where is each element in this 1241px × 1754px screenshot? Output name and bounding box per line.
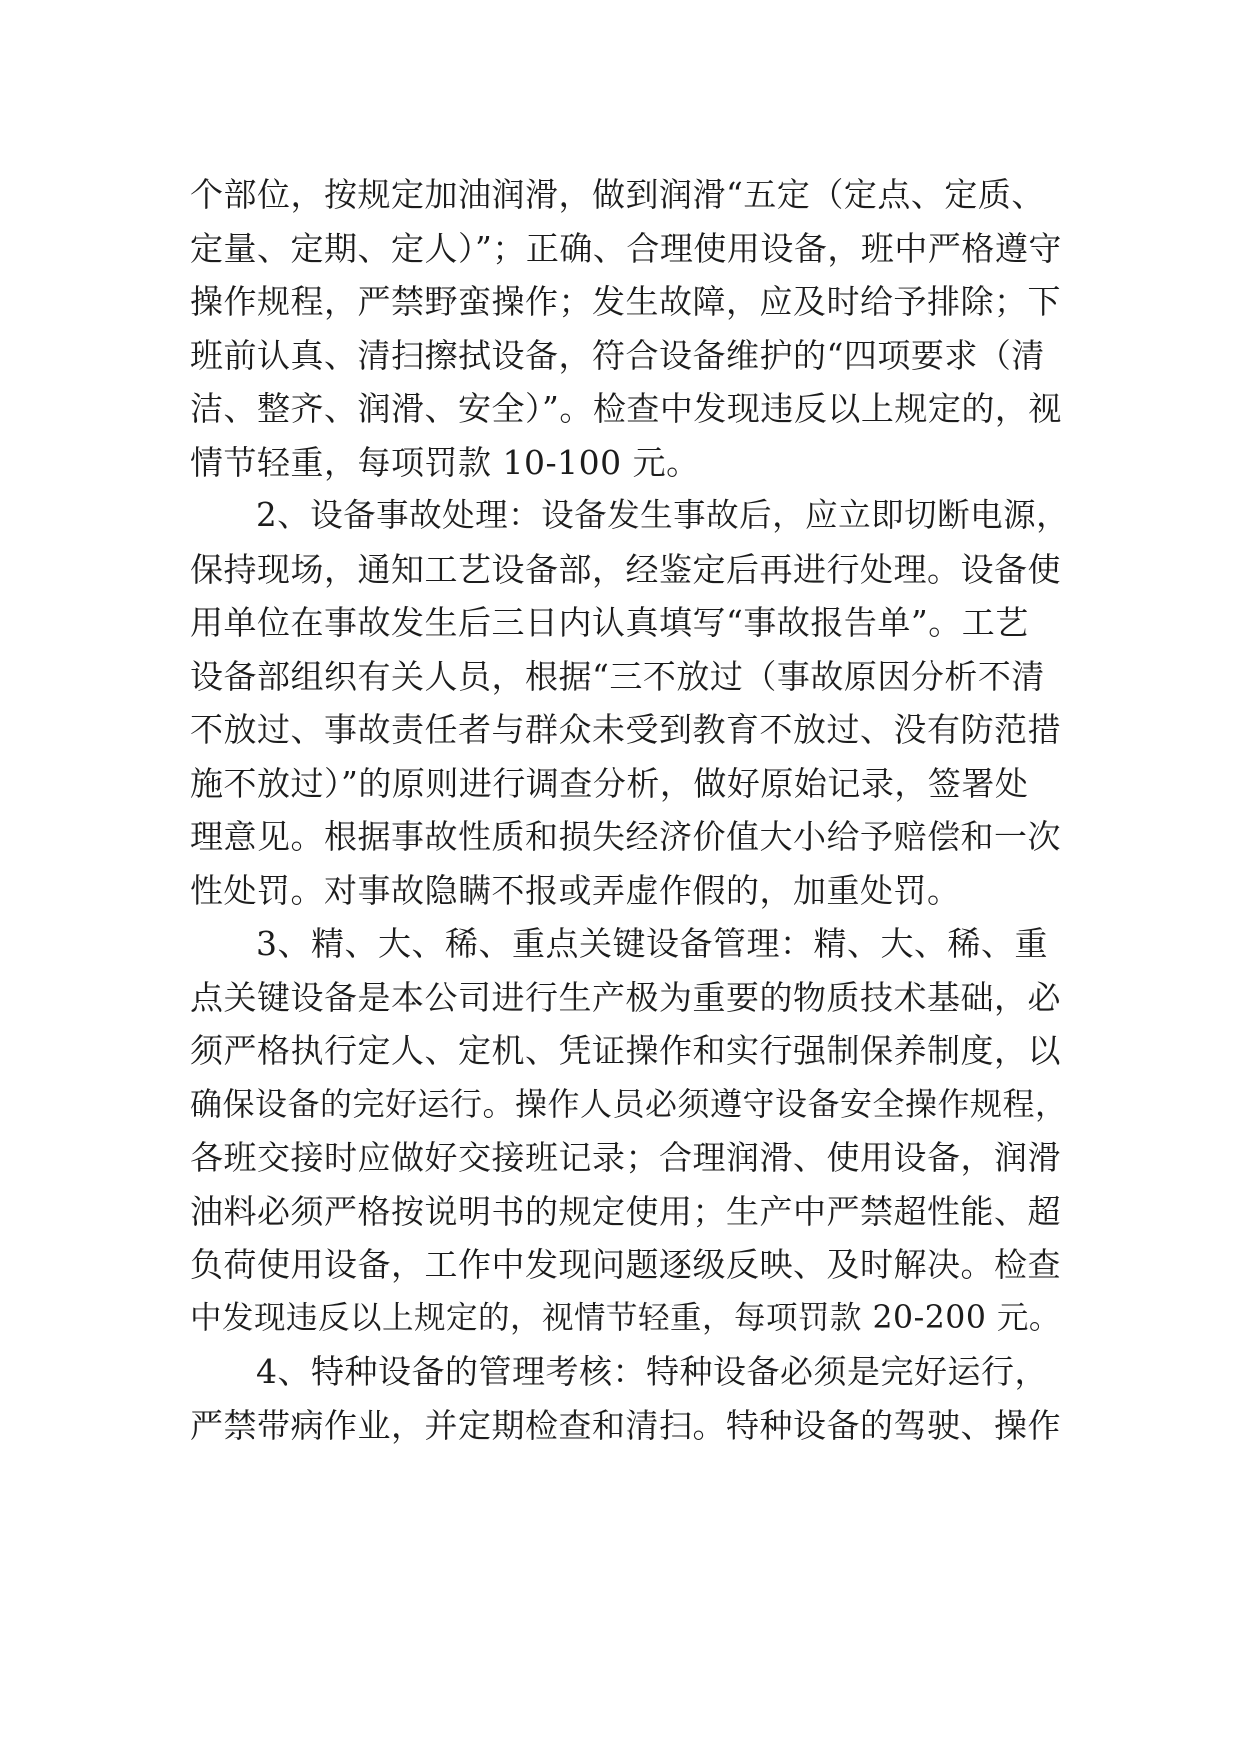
text-line: 各班交接时应做好交接班记录；合理润滑、使用设备，润滑: [190, 1138, 1061, 1177]
paragraph-key-equipment-management: [190, 917, 1070, 1345]
text-line: 点关键设备是本公司进行生产极为重要的物质技术基础，必: [190, 977, 1061, 1017]
text-line: 保持现场，通知工艺设备部，经鉴定后再进行处理。设备使: [190, 549, 1061, 589]
text-line: 个部位，按规定加油润滑，做到润滑“五定（定点、定质、: [190, 175, 1045, 214]
paragraph-maintenance-rules: [190, 168, 1070, 489]
text-line: 设备部组织有关人员，根据“三不放过（事故原因分析不清: [190, 656, 1045, 696]
text-line: 操作规程，严禁野蛮操作；发生故障，应及时给予排除；下: [190, 282, 1061, 321]
text-line: 班前认真、清扫擦拭设备，符合设备维护的“四项要求（清: [190, 335, 1045, 375]
text-line: 2、设备事故处理：设备发生事故后，应立即切断电源，: [256, 496, 1070, 534]
text-line: 性处罚。对事故隐瞒不报或弄虚作假的，加重处罚。: [190, 870, 961, 910]
text-line: 确保设备的完好运行。操作人员必须遵守设备安全操作规程，: [190, 1084, 1068, 1123]
text-line: 情节轻重，每项罚款 10-100 元。: [190, 442, 700, 482]
text-line: 严禁带病作业，并定期检查和清扫。特种设备的驾驶、操作: [190, 1405, 1061, 1445]
text-line: 负荷使用设备，工作中发现问题逐级反映、及时解决。检查: [190, 1245, 1061, 1284]
text-line: 4、特种设备的管理考核：特种设备必须是完好运行，: [256, 1352, 1048, 1391]
text-line: 中发现违反以上规定的，视情节轻重，每项罚款 20-200 元。: [190, 1299, 1061, 1336]
text-line: 3、精、大、稀、重点关键设备管理：精、大、稀、重: [256, 924, 1048, 963]
text-line: 用单位在事故发生后三日内认真填写“事故报告单”。工艺: [190, 603, 1029, 642]
document-body: [190, 168, 1070, 1452]
text-line: 油料必须严格按说明书的规定使用；生产中严禁超性能、超: [190, 1191, 1061, 1231]
text-line: 须严格执行定人、定机、凭证操作和实行强制保养制度，以: [190, 1031, 1061, 1070]
text-line: 理意见。根据事故性质和损失经济价值大小给予赔偿和一次: [190, 817, 1061, 856]
text-line: 施不放过）”的原则进行调查分析，做好原始记录，签署处: [190, 763, 1029, 803]
text-line: 洁、整齐、润滑、安全）”。检查中发现违反以上规定的，视: [190, 389, 1062, 428]
paragraph-accident-handling: [190, 489, 1070, 917]
text-line: 定量、定期、定人）”；正确、合理使用设备，班中严格遵守: [190, 228, 1062, 268]
paragraph-special-equipment: [190, 1345, 1070, 1452]
text-line: 不放过、事故责任者与群众未受到教育不放过、没有防范措: [190, 710, 1061, 749]
